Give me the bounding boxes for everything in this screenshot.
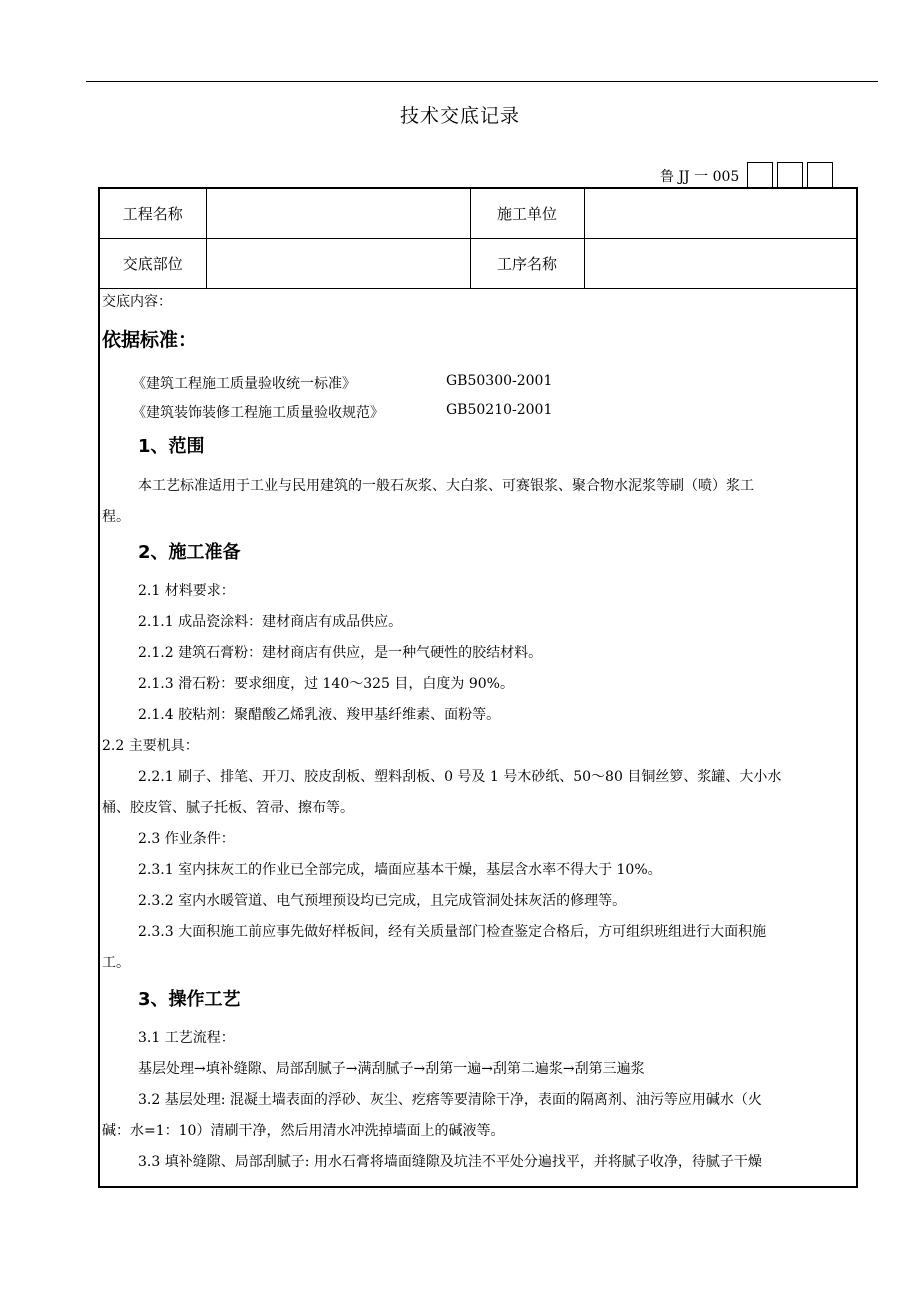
- basis-heading: 依据标准：: [102, 329, 198, 351]
- item-3-1: 3.1 工艺流程：: [138, 1030, 235, 1046]
- section-1-para-line1: 本工艺标准适用于工业与民用建筑的一般石灰浆、大白浆、可赛银浆、聚合物水泥浆等刷（喷）浆工: [138, 478, 754, 494]
- item-3-3-line1: 3.3 填补缝隙、局部刮腻子: 用水石膏将墙面缝隙及坑洼不平处分遍找平，并将腻子收净，待腻子干燥: [138, 1154, 762, 1170]
- record-frame: [98, 187, 858, 1188]
- item-2-3-1: 2.3.1 室内抹灰工的作业已全部完成，墙面应基本干燥，基层含水率不得大于 10%。: [138, 862, 662, 878]
- item-2-1-3: 2.1.3 滑石粉：要求细度，过 140～325 目，白度为 90%。: [138, 676, 514, 692]
- code-box-1[interactable]: [747, 162, 773, 188]
- section-1-para-line2: 程。: [102, 509, 130, 525]
- item-3-2-line2: 碱：水=1：10）清刷干净，然后用清水冲洗掉墙面上的碱液等。: [102, 1123, 505, 1139]
- top-rule: [86, 81, 878, 82]
- item-2-3: 2.3 作业条件：: [138, 831, 235, 847]
- code-box-2[interactable]: [777, 162, 803, 188]
- item-3-2-line1: 3.2 基层处理: 混凝土墙表面的浮砂、灰尘、疙瘩等要清除干净，表面的隔离剂、油污等应用碱水（火: [138, 1092, 762, 1108]
- item-2-2: 2.2 主要机具：: [102, 738, 199, 754]
- form-code: 鲁 JJ 一 005: [660, 169, 740, 185]
- standard-2-code: GB50210-2001: [446, 402, 553, 418]
- header-row-1: [100, 189, 856, 239]
- project-name-field[interactable]: [206, 189, 470, 239]
- process-flow: 基层处理→填补缝隙、局部刮腻子→满刮腻子→刮第一遍→刮第二遍浆→刮第三遍浆: [138, 1061, 645, 1077]
- section-2-heading: 2、施工准备: [138, 542, 241, 563]
- header-row-2: [100, 239, 856, 289]
- standard-2-name: 《建筑装饰装修工程施工质量验收规范》: [132, 405, 384, 421]
- document-title: 技术交底记录: [399, 105, 520, 127]
- standard-1-code: GB50300-2001: [446, 373, 553, 389]
- intro-label: 交底内容：: [102, 294, 172, 310]
- header-table: [100, 189, 856, 289]
- item-2-1: 2.1 材料要求：: [138, 583, 235, 599]
- standard-1-name: 《建筑工程施工质量验收统一标准》: [132, 376, 356, 392]
- item-2-3-3-line1: 2.3.3 大面积施工前应事先做好样板间，经有关质量部门检查鉴定合格后，方可组织班组进行大面积施: [138, 924, 767, 940]
- item-2-1-2: 2.1.2 建筑石膏粉：建材商店有供应，是一种气硬性的胶结材料。: [138, 645, 543, 661]
- item-2-1-1: 2.1.1 成品瓷涂料：建材商店有成品供应。: [138, 614, 403, 630]
- construction-unit-field[interactable]: [584, 189, 856, 239]
- item-2-3-2: 2.3.2 室内水暖管道、电气预埋预设均已完成，且完成管洞处抹灰活的修理等。: [138, 893, 627, 909]
- position-label: 交底部位: [100, 239, 206, 289]
- code-box-3[interactable]: [807, 162, 833, 188]
- section-3-heading: 3、操作工艺: [138, 989, 241, 1010]
- position-field[interactable]: [206, 239, 470, 289]
- process-field[interactable]: [584, 239, 856, 289]
- item-2-3-3-line2: 工。: [102, 955, 130, 971]
- item-2-2-1-line2: 桶、胶皮管、腻子托板、笤帚、擦布等。: [102, 800, 354, 816]
- section-1-heading: 1、范围: [138, 436, 205, 457]
- item-2-2-1-line1: 2.2.1 刷子、排笔、开刀、胶皮刮板、塑料刮板、0 号及 1 号木砂纸、50～80 目铜丝箩、浆罐、大小水: [138, 769, 782, 785]
- construction-unit-label: 施工单位: [470, 189, 584, 239]
- item-2-1-4: 2.1.4 胶粘剂：聚醋酸乙烯乳液、羧甲基纤维素、面粉等。: [138, 707, 501, 723]
- process-label: 工序名称: [470, 239, 584, 289]
- project-name-label: 工程名称: [100, 189, 206, 239]
- form-code-area: [660, 162, 833, 188]
